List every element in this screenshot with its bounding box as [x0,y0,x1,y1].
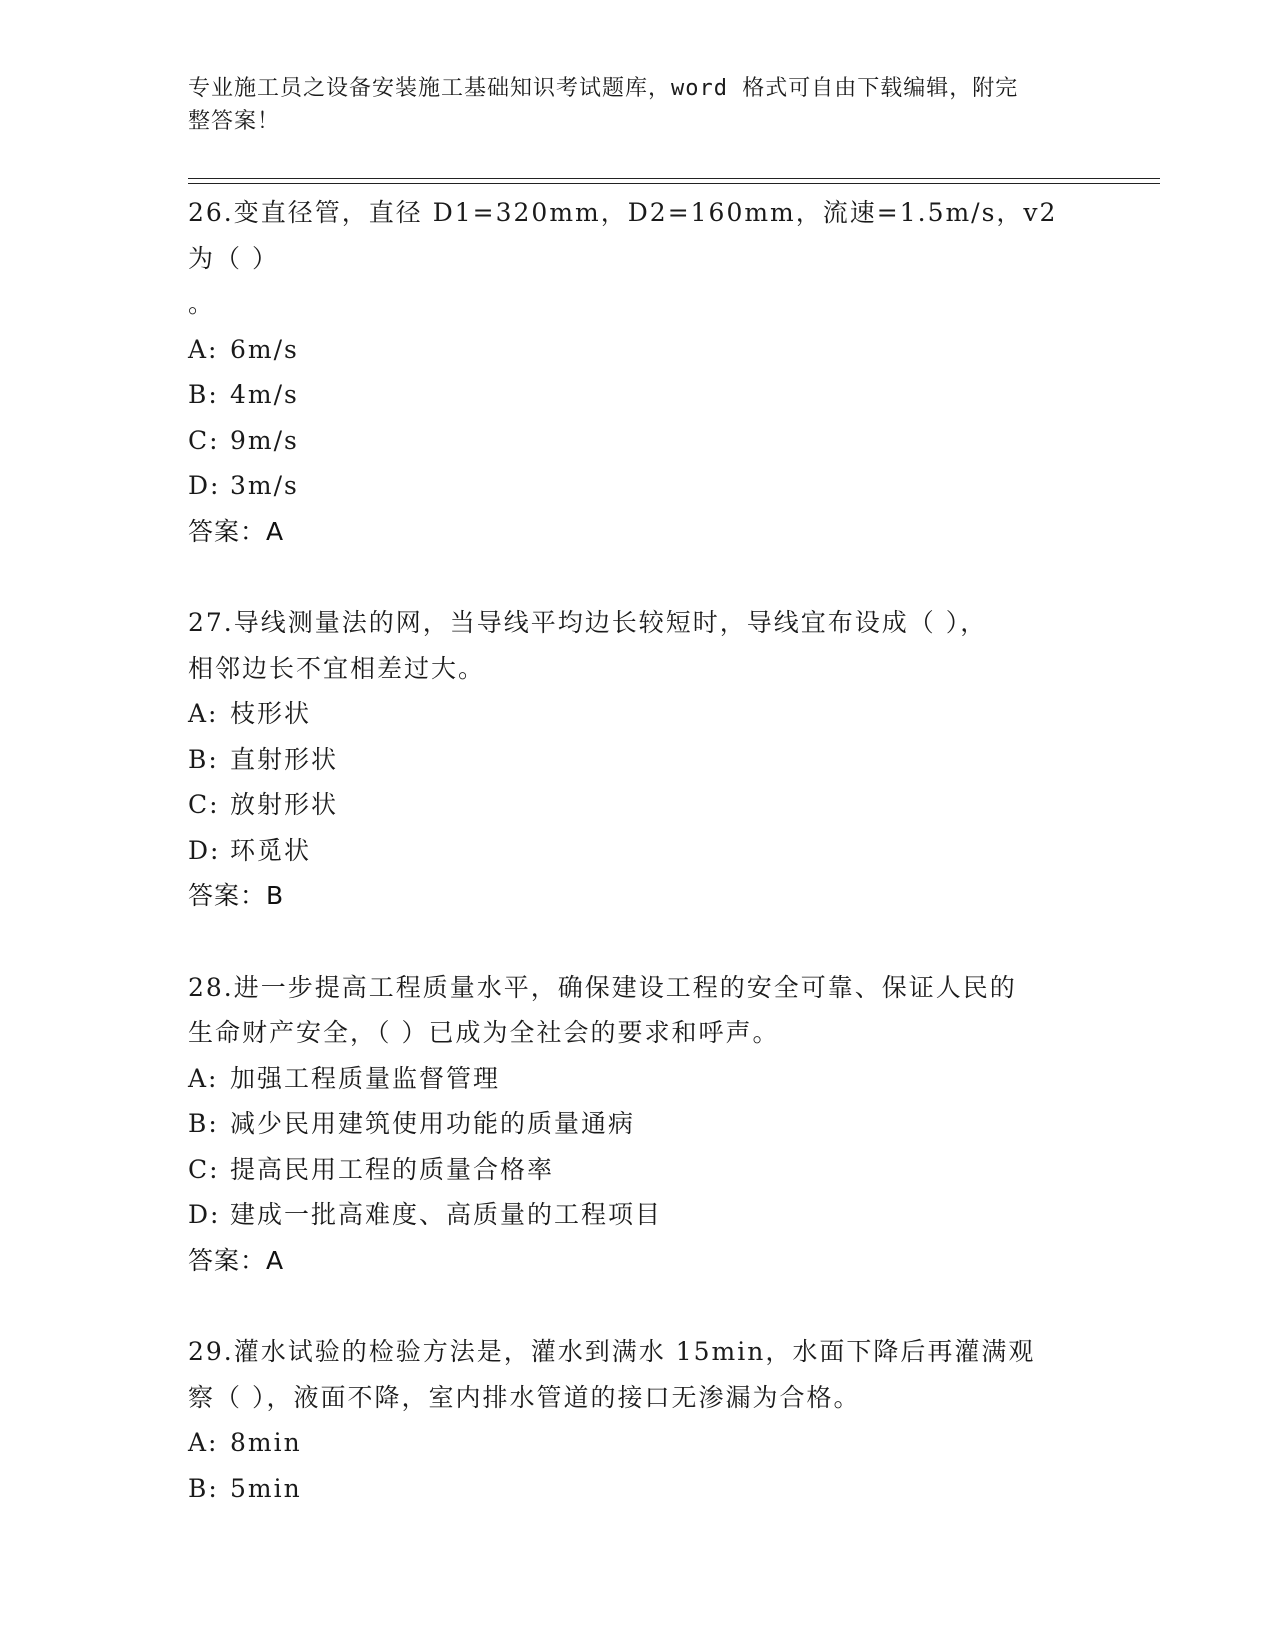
answer-option [188,1056,1088,1102]
question-list [188,190,1088,1557]
answer-option [188,1101,1088,1147]
question-block [188,600,1088,919]
question-text: 灌水试验的检验方法是，灌水到满水 15min，水面下降后再灌满观 [233,1337,1036,1366]
header-line-1: 专业施工员之设备安装施工基础知识考试题库，word 格式可自由下载编辑，附完 [188,76,1019,101]
option-letter: A: [188,1428,219,1457]
question-number: 26. [188,198,234,227]
question-number: 28. [188,972,234,1002]
question-number: 29. [188,1337,234,1366]
option-text: 环觅状 [230,835,312,865]
option-letter: C: [188,425,220,455]
option-text: 提高民用工程的质量合格率 [230,1154,555,1184]
question-block [188,965,1088,1284]
question-text: 进一步提高工程质量水平，确保建设工程的安全可靠、保证人民的 [233,972,1017,1002]
answer-option [188,737,1088,783]
header-line-2: 整答案！ [188,109,281,134]
option-letter: B: [188,380,219,409]
option-text: 枝形状 [230,699,312,728]
question-block [188,190,1088,554]
answer-key: 答案：A [188,516,285,546]
question-stem-continued [188,646,1088,692]
answer-option [188,1466,1088,1512]
answer-option [188,828,1088,874]
question-stem [188,965,1088,1011]
question-block [188,1329,1088,1511]
answer-option [188,463,1088,509]
question-number: 27. [188,608,234,637]
answer-option [188,418,1088,464]
option-letter: D: [188,471,221,500]
option-letter: B: [188,744,219,774]
option-letter: A: [188,1063,219,1093]
question-text: 生命财产安全，（ ）已成为全社会的要求和呼声。 [188,1018,780,1047]
answer-option [188,1420,1088,1466]
answer-option [188,691,1088,737]
option-text: 放射形状 [230,790,339,819]
option-text: 4m/s [230,380,299,409]
answer-key: 答案：A [188,1245,285,1275]
option-letter: A: [188,699,219,728]
option-text: 加强工程质量监督管理 [230,1063,501,1093]
option-letter: B: [188,1473,219,1503]
question-stem [188,1329,1088,1375]
option-text: 9m/s [230,425,299,455]
answer-option [188,782,1088,828]
option-text: 6m/s [230,334,299,364]
option-text: 5min [230,1473,302,1503]
answer-option [188,327,1088,373]
option-letter: C: [188,790,220,819]
question-text: 相邻边长不宜相差过大。 [188,653,486,683]
option-text: 减少民用建筑使用功能的质量通病 [230,1109,636,1138]
option-letter: D: [188,1200,221,1229]
question-text: 察（ ），液面不降，室内排水管道的接口无渗漏为合格。 [188,1382,861,1412]
option-letter: C: [188,1154,220,1184]
question-stem [188,600,1088,646]
question-stem [188,190,1088,281]
question-text: 。 [188,289,216,318]
question-stem-continued [188,1375,1088,1421]
option-text: 直射形状 [230,744,339,774]
option-letter: B: [188,1109,219,1138]
answer-option [188,1147,1088,1193]
question-text: 导线测量法的网，当导线平均边长较短时，导线宜布设成（ ）， [233,608,988,637]
document-header [188,72,1068,138]
option-letter: D: [188,835,221,865]
header-divider-bottom [188,183,1160,184]
question-text: 变直径管，直径 D1=320mm，D2=160mm，流速=1.5m/s，v2 为（ ） [188,198,1068,273]
option-text: 3m/s [230,471,299,500]
option-text: 建成一批高难度、高质量的工程项目 [230,1200,663,1229]
answer-option [188,372,1088,418]
option-letter: A: [188,334,219,364]
option-text: 8min [230,1428,302,1457]
answer-option [188,1192,1088,1238]
header-divider-top [188,178,1160,179]
question-stem-continued [188,281,1088,327]
answer-key: 答案：B [188,881,285,910]
question-stem-continued [188,1010,1088,1056]
